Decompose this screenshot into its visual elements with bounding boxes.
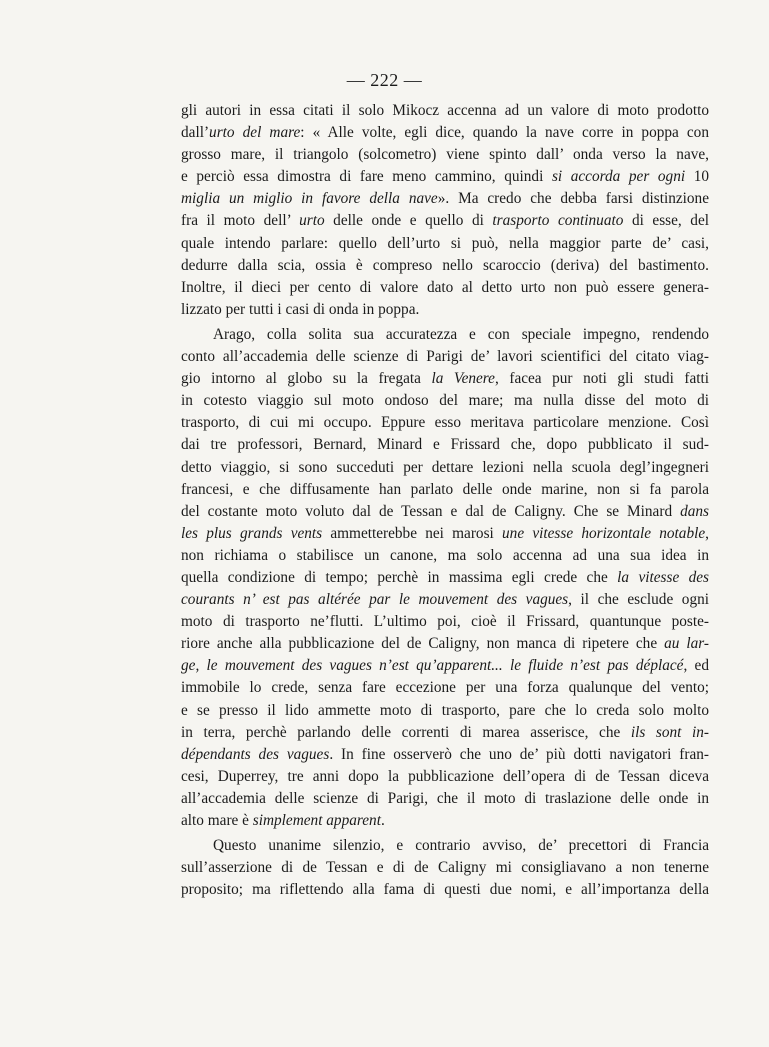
text-line: quale intendo parlare: quello dell’urto si può, nella maggior parte de’ casi, <box>181 234 709 252</box>
text-line: cesi, Duperrey, tre anni dopo la pubblicazione dell’opera di de Tessan diceva <box>181 767 709 785</box>
body-text <box>181 100 709 901</box>
text-line: quella condizione di tempo; perchè in massima egli crede che la vitesse des <box>181 568 710 586</box>
text-line: courants n’ est pas altérée par le mouvement des vagues, il che esclude ogni <box>181 591 709 609</box>
text-line: in terra, perchè parlando delle correnti di marea asserisce, che ils sont in- <box>181 723 709 741</box>
text-line: fra il moto dell’ urto delle onde e quello di trasporto continuato di esse, del <box>181 212 709 230</box>
text-line: les plus grands vents ammetterebbe nei marosi une vitesse horizontale notable, <box>181 524 709 542</box>
text-line: conto all’accademia delle scienze di Parigi de’ lavori scientifici del citato viag- <box>181 348 709 366</box>
text-line: proposito; ma riflettendo alla fama di questi due nomi, e all’importanza della <box>181 881 709 899</box>
text-line: lizzato per tutti i casi di onda in poppa. <box>181 300 420 318</box>
text-line: e se presso il lido ammette moto di trasporto, pare che lo creda solo molto <box>181 701 709 719</box>
text-line: detto viaggio, si sono succeduti per dettare lezioni nella scuola degl’ingegneri <box>181 458 709 476</box>
text-line: ge, le mouvement des vagues n’est qu’apparent... le fluide n’est pas déplacé, ed <box>181 657 709 675</box>
text-line: Arago, colla solita sua accuratezza e con speciale impegno, rendendo <box>213 325 709 343</box>
text-line: dépendants des vagues. In fine osserverò che uno de’ più dotti navigatori fran- <box>181 745 709 763</box>
paragraph <box>181 324 709 832</box>
text-line: in cotesto viaggio sul moto ondoso del mare; ma nulla disse del moto di <box>181 392 709 410</box>
page-number: — 222 — <box>346 70 423 90</box>
text-line: dai tre professori, Bernard, Minard e Frissard che, dopo pubblicato il sud- <box>181 436 709 454</box>
paragraph <box>181 835 709 901</box>
text-line: moto di trasporto ne’flutti. L’ultimo poi, cioè il Frissard, quantunque poste- <box>181 613 709 631</box>
text-line: non richiama o stabilisce un canone, ma solo accenna ad una sua idea in <box>181 546 709 564</box>
text-line: all’accademia delle scienze di Parigi, che il moto di traslazione delle onde in <box>181 789 709 807</box>
text-line: gli autori in essa citati il solo Mikocz accenna ad un valore di moto prodotto <box>181 102 709 119</box>
text-line: miglia un miglio in favore della nave». Ma credo che debba farsi distinzione <box>181 190 709 208</box>
text-line: sull’asserzione di de Tessan e di de Caligny mi consigliavano a non tenerne <box>181 859 709 877</box>
text-line: dedurre dalla scia, ossia è compreso nello scaroccio (deriva) del bastimento. <box>181 256 709 274</box>
text-line: Inoltre, il dieci per cento di valore dato al detto urto non può essere genera- <box>181 278 709 296</box>
text-line: francesi, e che diffusamente han parlato delle onde marine, non si fa parola <box>181 480 709 498</box>
text-line: riore anche alla pubblicazione del de Caligny, non manca di ripetere che au lar- <box>181 635 709 653</box>
text-line: del costante moto voluto dal de Tessan e dal de Caligny. Che se Minard dans <box>181 502 709 520</box>
text-line: grosso mare, il triangolo (solcometro) viene spinto dall’ onda verso la nave, <box>181 146 709 164</box>
text-line: trasporto, di cui mi occupo. Eppure esso meritava particolare menzione. Così <box>181 414 709 432</box>
text-line: immobile lo crede, senza fare eccezione per una forza qualunque del vento; <box>181 679 709 697</box>
text-line: Questo unanime silenzio, e contrario avviso, de’ precettori di Francia <box>213 837 709 855</box>
text-line: alto mare è simplement apparent. <box>181 812 385 829</box>
text-line: gio intorno al globo su la fregata la Venere, facea pur noti gli studi fatti <box>181 370 710 388</box>
text-line: dall’urto del mare: « Alle volte, egli dice, quando la nave corre in poppa con <box>181 124 709 142</box>
text-line: e perciò essa dimostra di fare meno cammino, quindi si accorda per ogni 10 <box>181 168 709 186</box>
paragraph <box>181 100 709 321</box>
